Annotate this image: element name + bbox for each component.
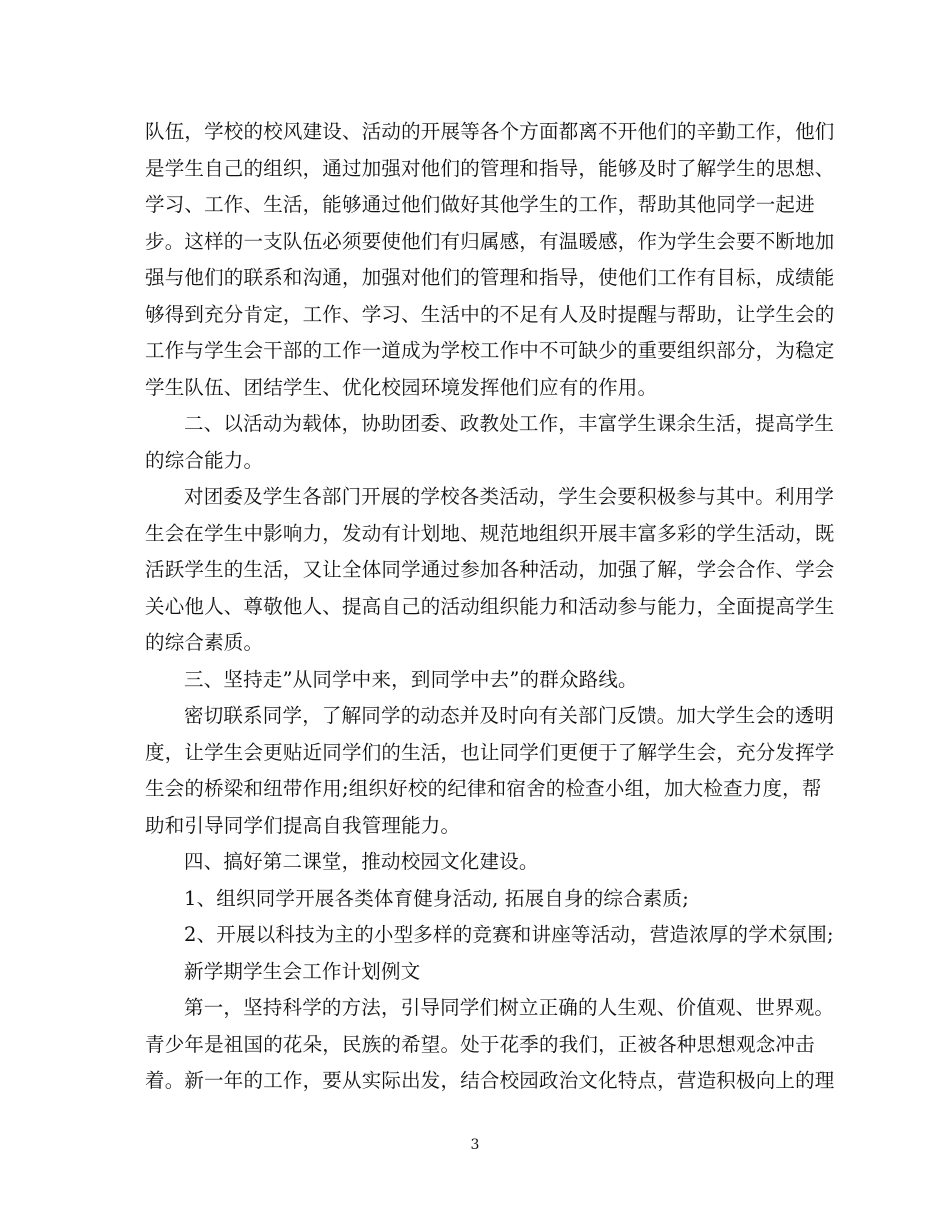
text-line: 队伍，学校的校风建设、活动的开展等各个方面都离不开他们的辛勤工作，他们: [145, 120, 835, 143]
text-line: 青少年是祖国的花朵，民族的希望。处于花季的我们，正被各种思想观念冲击: [145, 1032, 815, 1056]
text-line: 三、坚持走”从同学中来，到同学中去”的群众路线。: [184, 667, 638, 691]
text-line: 度，让学生会更贴近同学们的生活，也让同学们更便于了解学生会，充分发挥学: [145, 740, 835, 764]
text-line: 的综合能力。: [145, 448, 264, 472]
text-line: 2、开展以科技为主的小型多样的竞赛和讲座等活动，营造浓厚的学术氛围;: [184, 923, 834, 946]
text-line: 的综合素质。: [145, 631, 264, 654]
text-line: 工作与学生会干部的工作一道成为学校工作中不可缺少的重要组织部分，为稳定: [145, 339, 835, 362]
text-line: 活跃学生的生活，又让全体同学通过参加各种活动，加强了解，学会合作、学会: [145, 558, 835, 581]
text-line: 是学生自己的组织，通过加强对他们的管理和指导，能够及时了解学生的思想、: [145, 156, 835, 180]
text-line: 学习、工作、生活，能够通过他们做好其他学生的工作，帮助其他同学一起进: [145, 193, 815, 216]
text-line: 生会的桥梁和纽带作用;组织好校的纪律和宿舍的检查小组，加大检查力度，帮: [145, 777, 822, 800]
text-line: 关心他人、尊敬他人、提高自己的活动组织能力和活动参与能力，全面提高学生: [145, 594, 835, 618]
text-line: 第一，坚持科学的方法，引导同学们树立正确的人生观、价值观、世界观。: [184, 996, 835, 1019]
page-number: 3: [470, 1137, 480, 1153]
text-line: 生会在学生中影响力，发动有计划地、规范地组织开展丰富多彩的学生活动，既: [145, 521, 835, 545]
body-text: [145, 114, 835, 1100]
text-line: 步。这样的一支队伍必须要使他们有归属感，有温暖感，作为学生会要不断地加: [145, 229, 835, 253]
text-line: 够得到充分肯定，工作、学习、生活中的不足有人及时提醒与帮助，让学生会的: [145, 302, 835, 326]
text-line: 强与他们的联系和沟通，加强对他们的管理和指导，使他们工作有目标，成绩能: [145, 266, 835, 289]
text-line: 对团委及学生各部门开展的学校各类活动，学生会要积极参与其中。利用学: [184, 485, 835, 508]
text-line: 1、组织同学开展各类体育健身活动, 拓展自身的综合素质;: [184, 886, 689, 910]
text-line: 着。新一年的工作，要从实际出发，结合校园政治文化特点，营造积极向上的理: [145, 1069, 835, 1092]
text-line: 新学期学生会工作计划例文: [184, 959, 421, 983]
text-line: 学生队伍、团结学生、优化校园环境发挥他们应有的作用。: [145, 375, 658, 399]
text-line: 二、以活动为载体，协助团委、政教处工作，丰富学生课余生活，提高学生: [184, 412, 835, 435]
text-line: 助和引导同学们提高自我管理能力。: [145, 813, 461, 837]
text-line: 密切联系同学，了解同学的动态并及时向有关部门反馈。加大学生会的透明: [184, 704, 835, 727]
text-line: 四、搞好第二课堂，推动校园文化建设。: [184, 850, 539, 873]
